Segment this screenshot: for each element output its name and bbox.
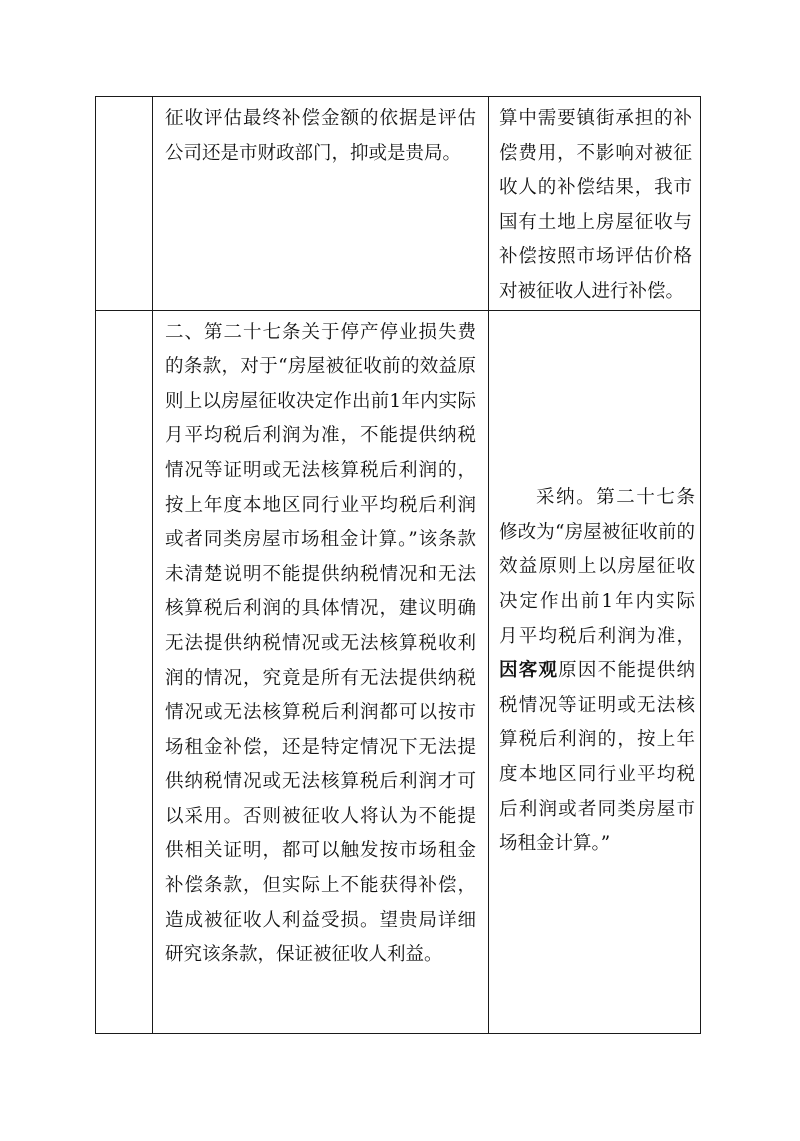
opinions-table (95, 96, 701, 1034)
response-text: 算中需要镇街承担的补偿费用，不影响对被征收人的补偿结果，我市国有土地上房屋征收与补偿按照市场评估价格对被征收人进行补偿。 (499, 108, 692, 302)
table-row (96, 310, 701, 1033)
table-row (96, 97, 701, 311)
response-wrapper (489, 311, 700, 1033)
opinion-cell (153, 310, 489, 1033)
response-cell (489, 97, 701, 311)
response-emphasis-text: 因客观 (499, 660, 559, 682)
index-cell (96, 310, 153, 1033)
opinion-cell (153, 97, 489, 311)
response-text-part: 采纳。第二十七条修改为“房屋被征收前的效益原则上以房屋征收决定作出前1年内实际月平均税后利润为准， (499, 487, 695, 647)
opinion-text: 二、第二十七条关于停产停业损失费的条款，对于“房屋被征收前的效益原则上以房屋征收决定作出前1年内实际月平均税后利润为准，不能提供纳税情况等证明或无法核算税后利润的，按上年度本地区同行业平均税后利润或者同类房屋市场租金计算。”该条款未清楚说明不能提供纳税情况和无法核算税后利润的具体情况，建议明确无法提供纳税情况或无法核算税收利润的情况，究竟是所有无法提供纳税情况或无法核算税后利润都可以按市场租金补偿，还是特定情况下无法提供纳税情况或无法核算税后利润才可以采用。否则被征收人将认为不能提供相关证明，都可以触发按市场租金补偿条款，但实际上不能获得补偿，造成被征收人利益受损。望贵局详细研究该条款，保证被征收人利益。 (165, 321, 476, 966)
index-cell (96, 97, 153, 311)
response-text (489, 481, 700, 862)
response-cell (489, 310, 701, 1033)
opinion-text: 征收评估最终补偿金额的依据是评估公司还是市财政部门，抑或是贵局。 (165, 108, 476, 164)
response-text-part: 原因不能提供纳税情况等证明或无法核算税后利润的，按上年度本地区同行业平均税后利润或者同类房屋市场租金计算。” (499, 660, 695, 855)
